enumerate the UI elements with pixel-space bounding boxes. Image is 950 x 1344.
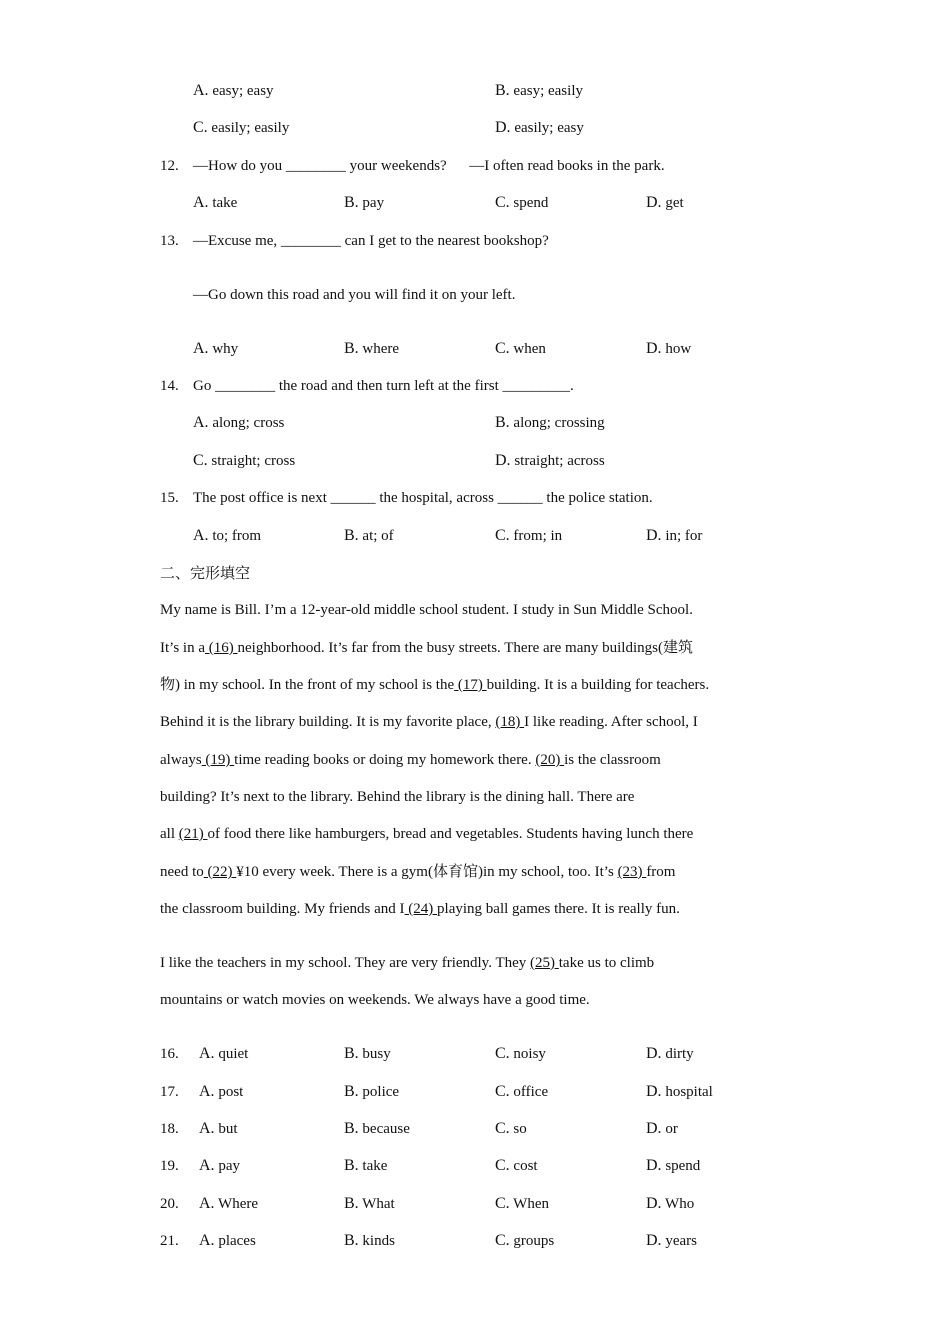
q15-option-d[interactable]: D. in; for — [646, 527, 703, 544]
passage-line: all (21) of food there like hamburgers, bread and vegetables. Students having lunch there — [160, 826, 694, 842]
cloze-20-option-a[interactable]: A. Where — [199, 1195, 259, 1212]
passage-line: 物) in my school. In the front of my school is the (17) building. It is a building for teachers. — [160, 677, 710, 693]
cloze-21-option-d[interactable]: D. years — [646, 1232, 697, 1249]
q12-stem: —How do you ________ your weekends? —I often read books in the park. — [193, 158, 665, 174]
q11-option-a[interactable]: A. easy; easy — [193, 82, 274, 99]
cloze-17-option-b[interactable]: B. police — [344, 1083, 400, 1100]
cloze-21-option-c[interactable]: C. groups — [495, 1232, 555, 1249]
passage-line: I like the teachers in my school. They are very friendly. They (25) take us to climb — [160, 955, 655, 971]
q12-option-b[interactable]: B. pay — [344, 194, 385, 211]
q11-option-c[interactable]: C. easily; easily — [193, 119, 290, 136]
q15-option-c[interactable]: C. from; in — [495, 527, 563, 544]
cloze-19-option-d[interactable]: D. spend — [646, 1157, 701, 1174]
q15-option-b[interactable]: B. at; of — [344, 527, 394, 544]
cloze-19-option-b[interactable]: B. take — [344, 1157, 388, 1174]
cloze-18-option-a[interactable]: A. but — [199, 1120, 238, 1137]
q14-stem: Go ________ the road and then turn left at the first _________. — [193, 378, 574, 394]
blank-25[interactable]: (25) — [530, 955, 559, 971]
q14-option-d[interactable]: D. straight; across — [495, 452, 605, 469]
blank-21[interactable]: (21) — [178, 826, 208, 842]
passage-line: building? It’s next to the library. Behind the library is the dining hall. There are — [160, 789, 635, 805]
cloze-20-option-c[interactable]: C. When — [495, 1195, 549, 1212]
cloze-16-option-b[interactable]: B. busy — [344, 1045, 391, 1062]
section-heading-cloze: 二、完形填空 — [160, 564, 251, 582]
q12-option-d[interactable]: D. get — [646, 194, 684, 211]
q14-option-b[interactable]: B. along; crossing — [495, 414, 605, 431]
q14-number: 14. — [160, 378, 179, 394]
cloze-19-number: 19. — [160, 1158, 179, 1174]
q15-number: 15. — [160, 490, 179, 506]
cloze-18-option-d[interactable]: D. or — [646, 1120, 678, 1137]
passage-line: the classroom building. My friends and I (24) playing ball games there. It is really fun. — [160, 901, 680, 917]
passage-line: always (19) time reading books or doing my homework there. (20) is the classroom — [160, 752, 661, 768]
q15-stem: The post office is next ______ the hospital, across ______ the police station. — [193, 490, 653, 506]
q12-number: 12. — [160, 158, 179, 174]
cloze-16-number: 16. — [160, 1046, 179, 1062]
q14-option-a[interactable]: A. along; cross — [193, 414, 285, 431]
cloze-16-option-c[interactable]: C. noisy — [495, 1045, 546, 1062]
cloze-21-option-a[interactable]: A. places — [199, 1232, 256, 1249]
q15-option-a[interactable]: A. to; from — [193, 527, 262, 544]
q12-option-c[interactable]: C. spend — [495, 194, 549, 211]
blank-18[interactable]: (18) — [495, 714, 525, 730]
blank-20[interactable]: (20) — [535, 752, 565, 768]
cloze-19-option-a[interactable]: A. pay — [199, 1157, 240, 1174]
cloze-18-option-b[interactable]: B. because — [344, 1120, 410, 1137]
passage-line: My name is Bill. I’m a 12-year-old middle school student. I study in Sun Middle School. — [160, 602, 693, 618]
cloze-18-option-c[interactable]: C. so — [495, 1120, 527, 1137]
q13-option-a[interactable]: A. why — [193, 340, 239, 357]
blank-22[interactable]: (22) — [203, 864, 237, 880]
cloze-21-number: 21. — [160, 1233, 179, 1249]
cloze-17-option-a[interactable]: A. post — [199, 1083, 244, 1100]
passage-line: Behind it is the library building. It is my favorite place, (18) I like reading. After school, I — [160, 714, 698, 730]
blank-19[interactable]: (19) — [201, 752, 235, 768]
q13-number: 13. — [160, 233, 179, 249]
q13-option-c[interactable]: C. when — [495, 340, 546, 357]
cloze-17-number: 17. — [160, 1084, 179, 1100]
blank-24[interactable]: (24) — [404, 901, 438, 917]
cloze-21-option-b[interactable]: B. kinds — [344, 1232, 395, 1249]
cloze-17-option-d[interactable]: D. hospital — [646, 1083, 713, 1100]
cloze-20-number: 20. — [160, 1196, 179, 1212]
q11-option-d[interactable]: D. easily; easy — [495, 119, 584, 136]
q13-option-d[interactable]: D. how — [646, 340, 692, 357]
q13-stem: —Excuse me, ________ can I get to the nearest bookshop? — [193, 233, 549, 249]
blank-23[interactable]: (23) — [617, 864, 647, 880]
cloze-20-option-d[interactable]: D. Who — [646, 1195, 695, 1212]
q13-response: —Go down this road and you will find it on your left. — [193, 287, 516, 303]
blank-16[interactable]: (16) — [205, 640, 238, 656]
cloze-20-option-b[interactable]: B. What — [344, 1195, 395, 1212]
q13-option-b[interactable]: B. where — [344, 340, 400, 357]
cloze-17-option-c[interactable]: C. office — [495, 1083, 549, 1100]
passage-line: mountains or watch movies on weekends. We always have a good time. — [160, 992, 590, 1008]
cloze-16-option-d[interactable]: D. dirty — [646, 1045, 694, 1062]
blank-17[interactable]: (17) — [454, 677, 487, 693]
cloze-19-option-c[interactable]: C. cost — [495, 1157, 538, 1174]
cloze-18-number: 18. — [160, 1121, 179, 1137]
q11-option-b[interactable]: B. easy; easily — [495, 82, 583, 99]
q12-option-a[interactable]: A. take — [193, 194, 238, 211]
cloze-16-option-a[interactable]: A. quiet — [199, 1045, 249, 1062]
passage-line: It’s in a (16) neighborhood. It’s far from the busy streets. There are many buildings(建筑 — [160, 640, 693, 656]
q14-option-c[interactable]: C. straight; cross — [193, 452, 296, 469]
passage-line: need to (22) ¥10 every week. There is a gym(体育馆)in my school, too. It’s (23) from — [160, 864, 676, 880]
